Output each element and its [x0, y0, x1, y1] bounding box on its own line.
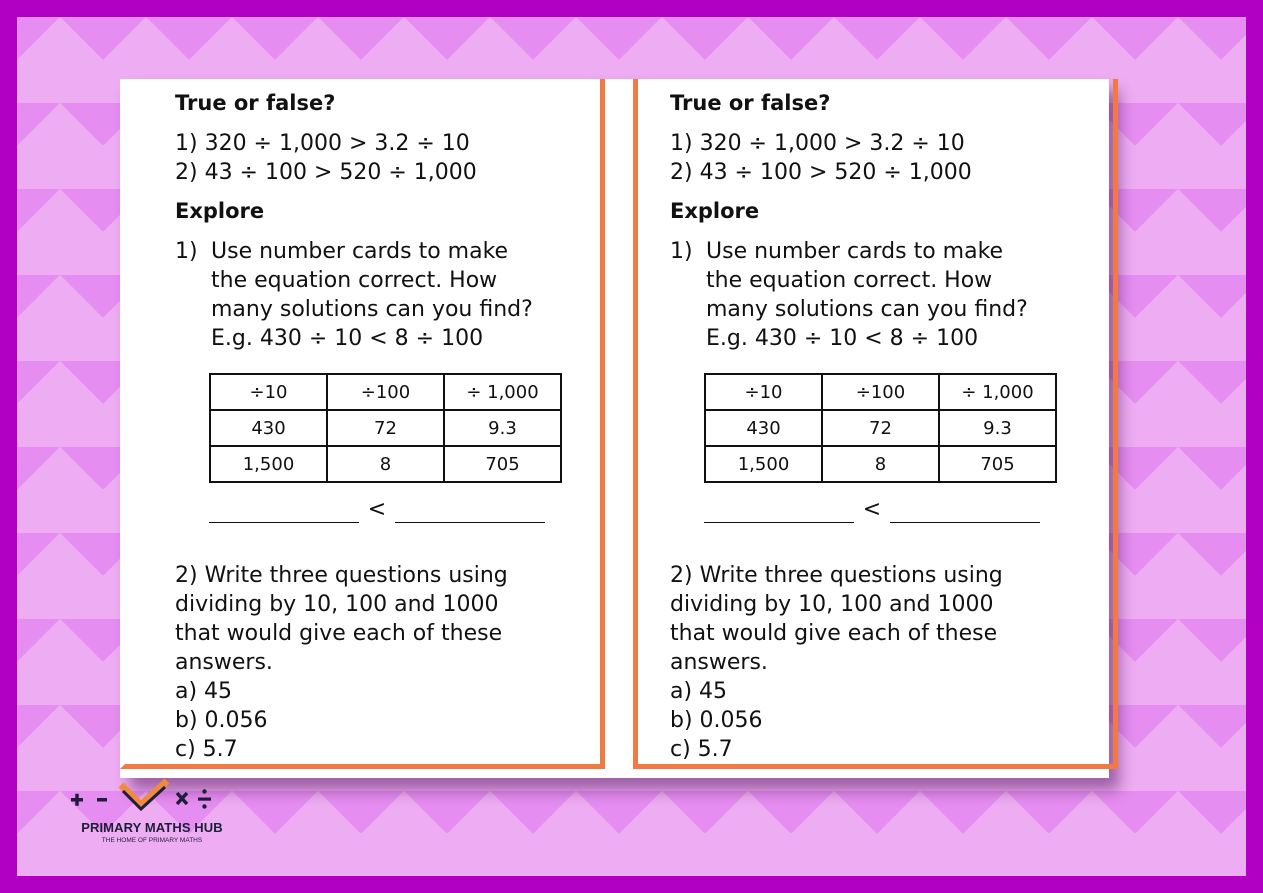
table-header-cell: ÷ 1,000: [444, 374, 561, 410]
question-line: Use number cards to make: [211, 239, 509, 264]
table-cell: 430: [705, 410, 822, 446]
number-cards-table: [209, 373, 562, 483]
task-card-left: [120, 79, 605, 769]
answer-b: b) 0.056: [175, 708, 268, 733]
answer-a: a) 45: [670, 679, 728, 704]
question-number: 1): [670, 239, 693, 264]
comparison-blanks: [209, 497, 595, 523]
table-row: [210, 410, 561, 446]
table-header-row: [705, 374, 1056, 410]
table-header-cell: ÷100: [822, 374, 939, 410]
plus-icon: [71, 794, 83, 806]
true-false-statement-2: 2) 43 ÷ 100 > 520 ÷ 1,000: [670, 160, 972, 185]
table-cell: 1,500: [210, 446, 327, 482]
table-cell: 8: [327, 446, 444, 482]
question-number: 1): [175, 239, 198, 264]
table-header-cell: ÷10: [705, 374, 822, 410]
table-row: [705, 446, 1056, 482]
question-line: the equation correct. How: [706, 268, 993, 293]
table-row: [210, 446, 561, 482]
table-cell: 430: [210, 410, 327, 446]
table-header-cell: ÷ 1,000: [939, 374, 1056, 410]
true-false-statement-2: 2) 43 ÷ 100 > 520 ÷ 1,000: [175, 160, 477, 185]
table-cell: 705: [939, 446, 1056, 482]
question-2-line: answers.: [670, 650, 768, 675]
times-icon: [177, 793, 187, 804]
number-cards-table: [704, 373, 1057, 483]
table-cell: 72: [822, 410, 939, 446]
less-than-symbol: <: [367, 497, 387, 522]
question-line: Use number cards to make: [706, 239, 1004, 264]
question-2-line: 2) Write three questions using: [670, 563, 1003, 588]
logo-tagline: THE HOME OF PRIMARY MATHS: [101, 837, 203, 844]
table-cell: 72: [327, 410, 444, 446]
table-cell: 8: [822, 446, 939, 482]
true-false-statement-1: 1) 320 ÷ 1,000 > 3.2 ÷ 10: [175, 131, 470, 156]
minus-icon: [97, 798, 107, 802]
maths-symbols-logo-mark: [71, 779, 241, 815]
table-cell: 9.3: [444, 410, 561, 446]
true-false-heading: True or false?: [670, 91, 831, 115]
table-header-cell: ÷10: [210, 374, 327, 410]
question-2-line: dividing by 10, 100 and 1000: [670, 592, 994, 617]
answer-b: b) 0.056: [670, 708, 763, 733]
example-equation: E.g. 430 ÷ 10 < 8 ÷ 100: [706, 326, 979, 351]
table-cell: 9.3: [939, 410, 1056, 446]
table-header-row: [210, 374, 561, 410]
task-card-right: [633, 79, 1118, 769]
check-icon: [121, 781, 167, 809]
answer-blank-left: [209, 502, 359, 523]
explore-heading: Explore: [175, 199, 265, 223]
table-cell: 1,500: [705, 446, 822, 482]
question-2-line: dividing by 10, 100 and 1000: [175, 592, 499, 617]
question-line: the equation correct. How: [211, 268, 498, 293]
answer-blank-right: [890, 502, 1040, 523]
question-line: many solutions can you find?: [706, 297, 1028, 322]
comparison-blanks: [704, 497, 1090, 523]
less-than-symbol: <: [862, 497, 882, 522]
true-false-statement-1: 1) 320 ÷ 1,000 > 3.2 ÷ 10: [670, 131, 965, 156]
question-line: many solutions can you find?: [211, 297, 533, 322]
question-2-line: 2) Write three questions using: [175, 563, 508, 588]
example-equation: E.g. 430 ÷ 10 < 8 ÷ 100: [211, 326, 484, 351]
question-2-line: that would give each of these: [670, 621, 998, 646]
table-header-cell: ÷100: [327, 374, 444, 410]
answer-blank-left: [704, 502, 854, 523]
zigzag-background: [17, 17, 1246, 876]
explore-question-1: [670, 237, 1090, 353]
answer-blank-right: [395, 502, 545, 523]
question-2-line: answers.: [175, 650, 273, 675]
logo-brand-name: PRIMARY MATHS HUB: [81, 820, 223, 835]
table-row: [705, 410, 1056, 446]
answer-c: c) 5.7: [175, 737, 238, 762]
answer-a: a) 45: [175, 679, 233, 704]
explore-heading: Explore: [670, 199, 760, 223]
question-2-line: that would give each of these: [175, 621, 503, 646]
primary-maths-hub-logo: [57, 777, 247, 847]
true-false-heading: True or false?: [175, 91, 336, 115]
explore-question-1: [175, 237, 595, 353]
answer-c: c) 5.7: [670, 737, 733, 762]
table-cell: 705: [444, 446, 561, 482]
divide-icon: [198, 789, 211, 808]
worksheet: [120, 79, 1109, 778]
